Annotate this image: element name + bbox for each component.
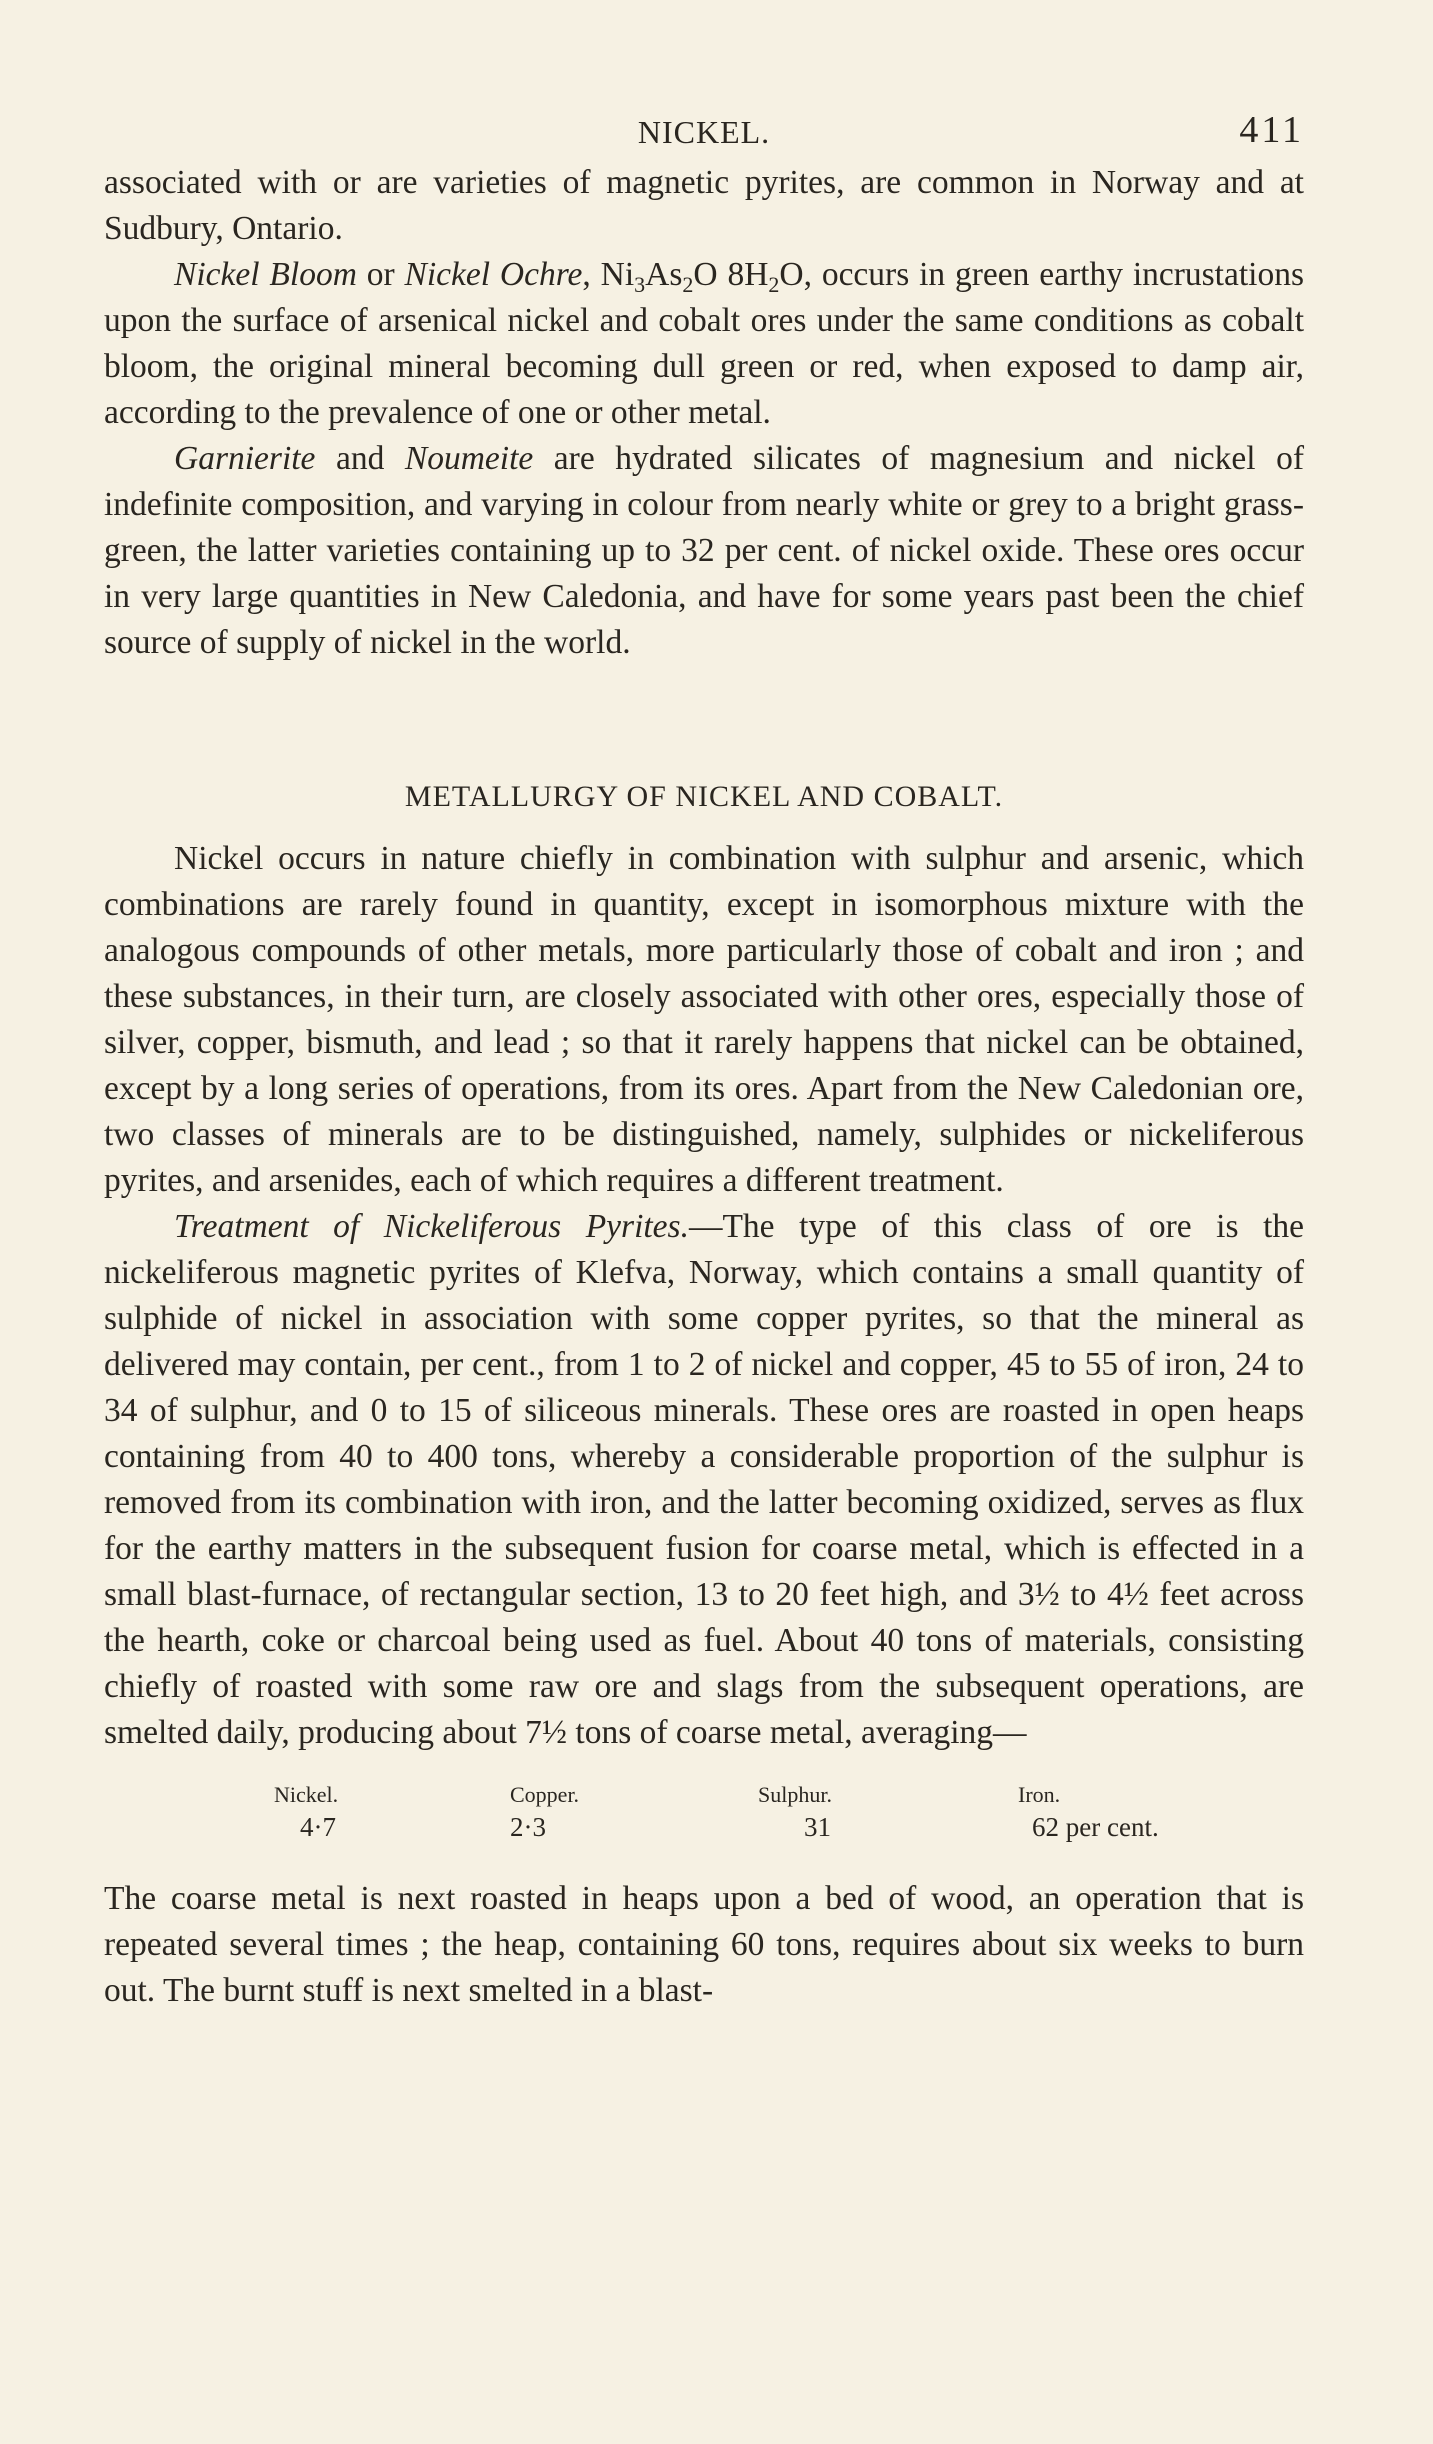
assay-value-iron: 62 per cent. <box>1032 1812 1159 1842</box>
assay-header-iron: Iron. <box>1018 1782 1061 1807</box>
assay-header-copper: Copper. <box>510 1782 580 1807</box>
paragraph-nickel-occurrence: Nickel occurs in nature chiefly in combination with sulphur and arsenic, which combinations are rarely found in quantity, except in isomorphous mixture with the analogous compounds of other metals, more particularly those of cobalt and iron ; and these substances, in their turn, are closely associated with other ores, especially those of silver, copper, bismuth, and lead ; so that it rarely happens that nickel can be obtained, except by a long series of operations, from its ores. Apart from the New Caledonian ore, two classes of minerals are to be distinguished, namely, sulphides or nickeliferous pyrites, and arsenides, each of which requires a different treatment. <box>104 840 1304 1199</box>
formula-subscript: 2 <box>682 272 694 297</box>
paragraph-continuation: associated with or are varieties of magnetic pyrites, are common in Norway and at Sudbury, Ontario. <box>104 164 1304 247</box>
formula-subscript: 2 <box>768 272 780 297</box>
paragraph-coarse-metal: The coarse metal is next roasted in heaps upon a bed of wood, an operation that is repeated several times ; the heap, containing 60 tons, requires about six weeks to burn out. The burnt stuff is next smelted in a blast- <box>104 1880 1304 2009</box>
book-page <box>104 100 1304 2014</box>
paragraph-nickel-bloom: Nickel Bloom or Nickel Ochre, $Ni_3As_2O$ $8H_2O$, occurs in green earthy incrustations upon the surface of arsenical nickel and cobalt ores under the same conditions as cobalt bloom, the original mineral becoming dull green or red, when exposed to damp air, according to the prevalence of one or other metal. <box>104 256 1305 431</box>
italic-term: Treatment of Nickeliferous Pyrites. <box>174 1208 689 1245</box>
assay-header-sulphur: Sulphur. <box>758 1782 832 1807</box>
intro-text <box>104 160 1304 666</box>
italic-term: Garnierite <box>174 440 316 477</box>
assay-value-nickel: 4·7 <box>300 1812 336 1842</box>
assay-value-sulphur: 31 <box>804 1812 831 1842</box>
page-number: 411 <box>1239 109 1304 151</box>
assay-value-copper: 2·3 <box>510 1812 546 1842</box>
section-text <box>104 836 1304 1756</box>
italic-term: Noumeite <box>404 440 534 477</box>
italic-term: Nickel Bloom <box>174 256 357 293</box>
page-header <box>104 100 1304 160</box>
assay-header-nickel: Nickel. <box>274 1782 339 1807</box>
section-heading: METALLURGY OF NICKEL AND COBALT. <box>404 780 1004 813</box>
assay-value-row <box>104 1812 1304 1850</box>
running-head: NICKEL. <box>637 114 771 150</box>
closing-text <box>104 1876 1304 2014</box>
formula-subscript: 3 <box>634 272 646 297</box>
assay-table <box>104 1782 1304 1850</box>
assay-header-row <box>104 1782 1304 1816</box>
paragraph-garnierite: Garnierite and Noumeite are hydrated silicates of magnesium and nickel of indefinite composition, and varying in colour from nearly white or grey to a bright grass-green, the latter varieties containing up to 32 per cent. of nickel oxide. These ores occur in very large quantities in New Caledonia, and have for some years past been the chief source of supply of nickel in the world. <box>104 440 1304 661</box>
italic-term: Nickel Ochre <box>404 256 583 293</box>
paragraph-treatment-pyrites: Treatment of Nickeliferous Pyrites.—The type of this class of ore is the nickeliferous magnetic pyrites of Klefva, Norway, which contains a small quantity of sulphide of nickel in association with some copper pyrites, so that the mineral as delivered may contain, per cent., from 1 to 2 of nickel and copper, 45 to 55 of iron, 24 to 34 of sulphur, and 0 to 15 of siliceous minerals. These ores are roasted in open heaps containing from 40 to 400 tons, whereby a considerable proportion of the sulphur is removed from its combination with iron, and the latter becoming oxidized, serves as flux for the earthy matters in the subsequent fusion for coarse metal, which is effected in a small blast-furnace, of rectangular section, 13 to 20 feet high, and 3½ to 4½ feet across the hearth, coke or charcoal being used as fuel. About 40 tons of materials, consisting chiefly of roasted with some raw ore and slags from the subsequent operations, are smelted daily, producing about 7½ tons of coarse metal, averaging— <box>104 1208 1304 1751</box>
